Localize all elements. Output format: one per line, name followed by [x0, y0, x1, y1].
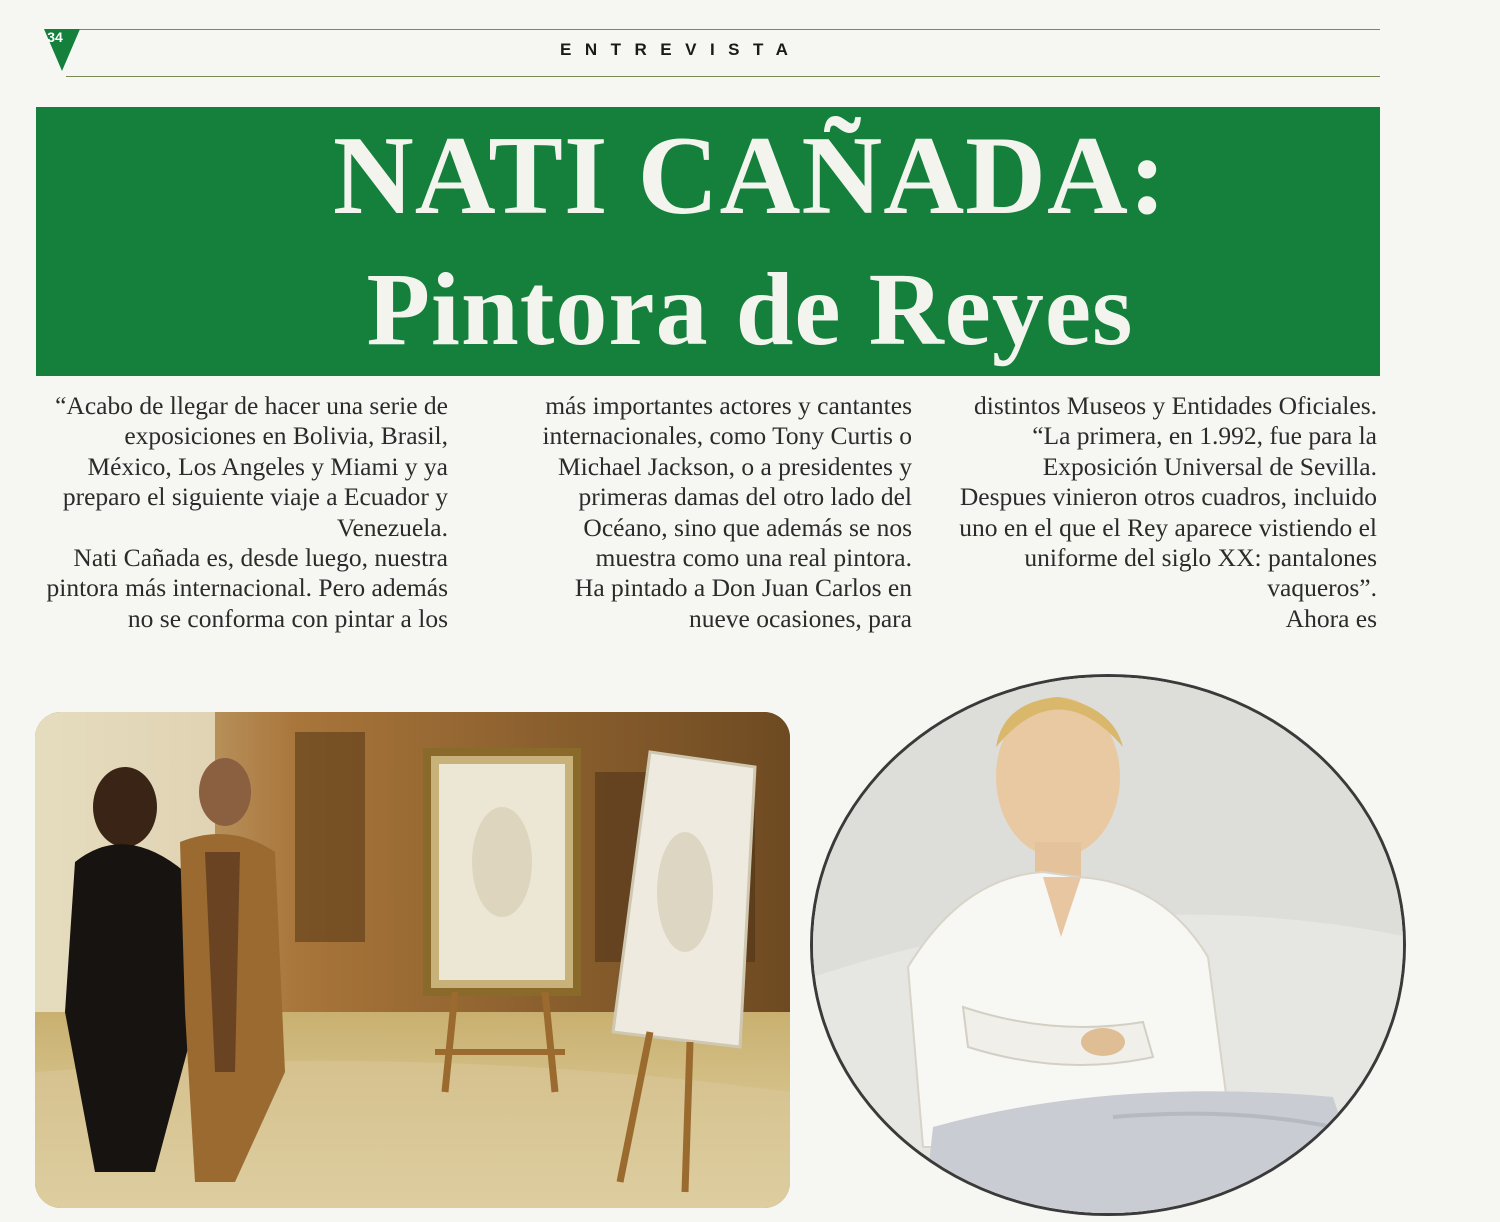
header-rule-bottom [66, 76, 1380, 77]
section-label: ENTREVISTA [560, 40, 802, 59]
paragraph: más importantes actores y cantantes internacionales, como Tony Curtis o Michael Jackson, o a presidentes y primeras damas del otro lado del Océano, sino que además se nos muestra como una real pintora. [542, 391, 912, 573]
page-number: 34 [47, 29, 63, 45]
header-rule-top [66, 29, 1380, 30]
photo-artist-with-paintings [35, 712, 790, 1208]
round-portrait-painting [810, 674, 1406, 1216]
headline-line-1: NATI CAÑADA: [332, 114, 1168, 238]
paragraph: Nati Cañada es, desde luego, nuestra pintora más internacional. Pero además no se conforma con pintar a los [46, 543, 448, 633]
article-column-2 [508, 391, 912, 634]
paragraph: distintos Museos y Entidades Oficiales. “La primera, en 1.992, fue para la Exposición Universal de Sevilla. Despues vinieron otros cuadros, incluido uno en el que el Rey aparece vistiendo el uniforme del siglo XX: pantalones vaqueros”. [959, 391, 1377, 603]
paragraph: Ahora es [1285, 603, 1377, 633]
paragraph: Ha pintado a Don Juan Carlos en nueve ocasiones, para [574, 573, 912, 633]
headline-line-2: Pintora de Reyes [366, 252, 1134, 367]
paragraph: “Acabo de llegar de hacer una serie de exposiciones en Bolivia, Brasil, México, Los Angeles y Miami y ya preparo el siguiente viaje a Ecuador y Venezuela. [55, 391, 448, 542]
page-number-badge [40, 27, 84, 73]
article-column-1 [44, 391, 448, 634]
article-column-3 [955, 391, 1377, 634]
